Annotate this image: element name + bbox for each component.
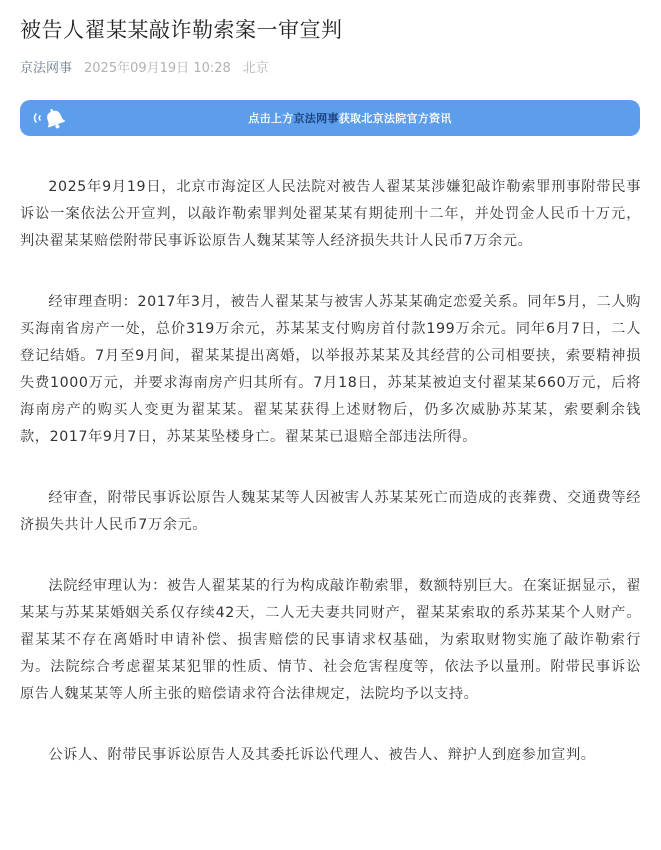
paragraph-attendance: 公诉人、附带民事诉讼原告人及其委托诉讼代理人、被告人、辩护人到庭参加宣判。 [48, 747, 596, 763]
paragraph-verdict: 2025年9月19日，北京市海淀区人民法院对被告人翟某某涉嫌犯敲诈勒索罪刑事附带民事诉讼一案依法公开宣判，以敲诈勒索罪判处翟某某有期徒刑十二年，并处罚金人民币十万元，判决翟某某赔偿附带民事诉讼原告人魏某某等人经济损失共计人民币7万余元。 [20, 179, 641, 249]
paragraph-civil-claim: 经审查，附带民事诉讼原告人魏某某等人因被害人苏某某死亡而造成的丧葬费、交通费等经济损失共计人民币7万余元。 [20, 490, 641, 533]
paragraph-facts: 经审理查明：2017年3月，被告人翟某某与被害人苏某某确定恋爱关系。同年5月，二人购买海南省房产一处，总价319万余元，苏某某支付购房首付款199万余元。同年6月7日，二人登记结婚。7月至9月间，翟某某提出离婚，以举报苏某某及其经营的公司相要挟，索要精神损失费1000万元，并要求海南房产归其所有。7月18日，苏某某被迫支付翟某某660万元，后将海南房产的购买人变更为翟某某。翟某某获得上述财物后，仍多次威胁苏某某，索要剩余钱款，2017年9月7日，苏某某坠楼身亡。翟某某已退赔全部违法所得。 [20, 294, 641, 445]
paragraph-court-opinion: 法院经审理认为：被告人翟某某的行为构成敲诈勒索罪，数额特别巨大。在案证据显示，翟某某与苏某某婚姻关系仅存续42天，二人无夫妻共同财产，翟某某索取的系苏某某个人财产。翟某某不存在离婚时申请补偿、损害赔偿的民事请求权基础，为索取财物实施了敲诈勒索行为。法院综合考虑翟某某犯罪的性质、情节、社会危害程度等，依法予以量刑。附带民事诉讼原告人魏某某等人所主张的赔偿请求符合法律规定，法院均予以支持。 [20, 578, 641, 702]
banner-account-link[interactable]: 京法网事 [293, 112, 339, 125]
source-account-link[interactable]: 京法网事 [20, 61, 73, 76]
follow-banner[interactable] [20, 100, 640, 136]
bell-icon [32, 104, 68, 132]
article-meta [20, 60, 641, 78]
article-title: 被告人翟某某敲诈勒索案一审宣判 [20, 18, 343, 42]
publish-date: 2025年09月19日 10:28 [84, 61, 231, 76]
banner-suffix: 获取北京法院官方资讯 [338, 112, 452, 125]
article-body [20, 174, 641, 769]
banner-prefix: 点击上方 [248, 112, 294, 125]
banner-text [248, 110, 451, 126]
publish-location: 北京 [242, 61, 269, 76]
